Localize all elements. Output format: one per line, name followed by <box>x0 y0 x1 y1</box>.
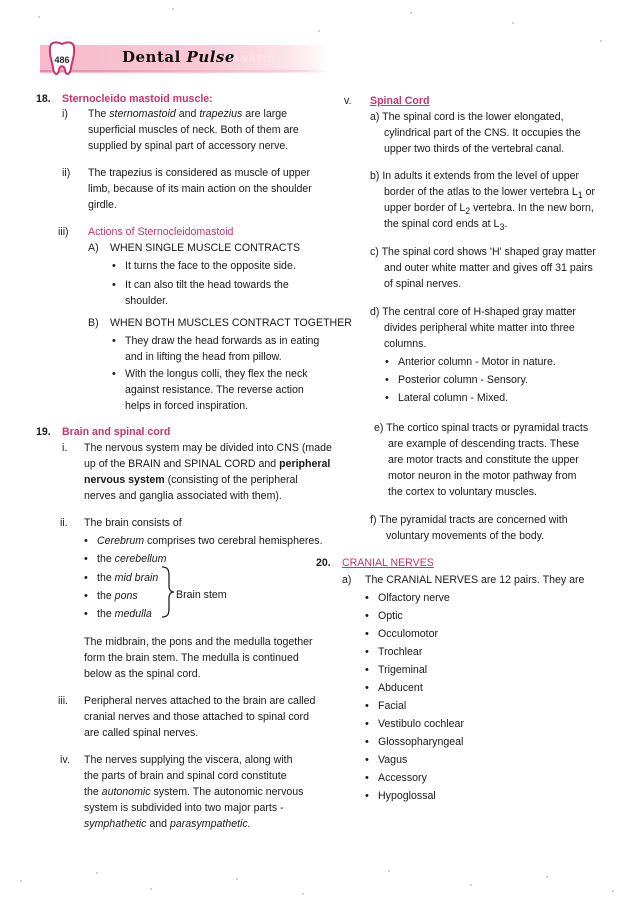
spinal-d-line1: d) The central core of H-shaped gray matter <box>370 306 576 318</box>
term-cerebellum: cerebellum <box>114 553 167 565</box>
nerve-list-item: • Olfactory nerve <box>378 590 450 606</box>
item-19-iv-label: iv. <box>60 754 70 766</box>
text: border of the atlas to the lower vertebra L <box>384 186 578 198</box>
text: The <box>88 108 110 120</box>
spinal-b-line1: b) In adults it extends from the level of upper <box>370 170 580 182</box>
column-anterior: • Anterior column - Motor in nature. <box>398 354 556 370</box>
item-18-i-line1 <box>88 106 310 122</box>
text: and <box>175 108 200 120</box>
term-pons: pons <box>114 590 138 602</box>
text: upper border of L <box>384 202 466 214</box>
sub-B-title: WHEN BOTH MUSCLES CONTRACT TOGETHER <box>110 317 352 329</box>
spinal-f-line1: f) The pyramidal tracts are concerned with <box>370 514 568 526</box>
item-19-iv-line1: The nerves supplying the viscera, along with <box>84 754 293 766</box>
brand-main: Dental <box>122 48 181 66</box>
item-18-i-line2: superficial muscles of neck. Both of them are <box>88 124 299 136</box>
sub-B-bullet1-cont: and in lifting the head from pillow. <box>125 351 282 363</box>
spinal-f-line2: voluntary movements of the body. <box>386 530 545 542</box>
text: . <box>504 218 508 230</box>
item-19-iii-line1: Peripheral nerves attached to the brain are called <box>84 695 316 707</box>
nerve-list-item: • Facial <box>378 698 406 714</box>
subscript: 1 <box>577 190 583 201</box>
cranial-a-text: The CRANIAL NERVES are 12 pairs. They are <box>365 574 585 586</box>
brain-part-midbrain <box>97 570 158 586</box>
term-symphathetic: symphathetic <box>84 818 147 830</box>
nerve-list-item: • Vestibulo cochlear <box>378 716 464 732</box>
text: and <box>146 818 170 830</box>
term-autonomic: autonomic <box>101 786 151 798</box>
term-trapezius: trapezius <box>199 108 243 120</box>
item-18-ii-line2: limb, because of its main action on the shoulder <box>88 183 312 195</box>
sub-B-bullet2: • With the longus colli, they flex the neck <box>125 366 308 382</box>
item-19-iii-line3: are called spinal nerves. <box>84 727 199 739</box>
text: up of the BRAIN and SPINAL CORD and <box>84 458 280 470</box>
item-19-iv-line2: the parts of brain and spinal cord constitute <box>84 770 287 782</box>
item-19-iii-label: iii. <box>58 695 69 707</box>
sub-B-bullet1: • They draw the head forwards as in eating <box>125 333 319 349</box>
nerve-list-item: • Occulomotor <box>378 626 438 642</box>
spinal-c-line3: of spinal nerves. <box>384 278 462 290</box>
brace-icon <box>160 566 176 618</box>
term-sternomastoid: sternomastoid <box>109 108 176 120</box>
subscript: 3 <box>499 222 505 233</box>
text: the <box>97 608 115 620</box>
brain-part-pons <box>97 588 138 604</box>
spinal-d-line3: columns. <box>384 338 427 350</box>
spinal-b-line4 <box>384 216 507 235</box>
sub-A-bullet1: • It turns the face to the opposite side. <box>125 258 296 274</box>
brain-part-cerebellum <box>97 551 167 567</box>
text: are large <box>242 108 288 120</box>
sub-A-bullet2: • It can also tilt the head towards the <box>125 277 289 293</box>
section-20-number: 20. <box>316 557 331 569</box>
item-v-label: v. <box>344 95 352 107</box>
brand-title <box>122 49 235 65</box>
nerve-list-item: • Trigeminal <box>378 662 427 678</box>
nerve-list-item: • Trochlear <box>378 644 422 660</box>
spinal-a-line3: upper two thirds of the vertebral canal. <box>384 143 565 155</box>
text: the <box>97 553 115 565</box>
text: the spinal cord ends at L <box>384 218 500 230</box>
item-18-i-line3: supplied by spinal part of accessory nerve. <box>88 140 289 152</box>
subscript: 2 <box>465 206 471 217</box>
spinal-c-line2: and outer white matter and gives off 31 pairs <box>384 262 593 274</box>
item-19-i-line4: nerves and ganglia associated with them). <box>84 490 282 502</box>
item-19-i-line3 <box>84 472 298 488</box>
spinal-e-line2: are example of descending tracts. These <box>388 438 580 450</box>
sub-A-bullet2-cont: shoulder. <box>125 295 168 307</box>
section-18-title: Sternocleido mastoid muscle: <box>62 93 213 105</box>
brand-ghost-text: ANATOMY <box>232 54 289 65</box>
brain-stem-label: Brain stem <box>176 589 227 601</box>
text: the <box>97 572 115 584</box>
column-lateral: • Lateral column - Mixed. <box>398 390 508 406</box>
term-mid-brain: mid brain <box>114 572 159 584</box>
spinal-c-line1: c) The spinal cord shows 'H' shaped gray matter <box>370 246 596 258</box>
text: comprises two cerebral hemispheres. <box>144 535 323 547</box>
sub-B-bullet2-cont2: helps in forced inspiration. <box>125 400 249 412</box>
brain-part-medulla <box>97 606 152 622</box>
item-19-ii-label: ii. <box>60 517 68 529</box>
item-18-ii-line1: The trapezius is considered as muscle of upper <box>88 167 310 179</box>
sub-B-label: B) <box>88 317 99 329</box>
term-cerebrum: Cerebrum <box>97 535 145 547</box>
sub-A-title: WHEN SINGLE MUSCLE CONTRACTS <box>110 242 301 254</box>
nerve-list-item: • Hypoglossal <box>378 788 436 804</box>
spinal-e-line4: motor neuron in the motor pathway from <box>388 470 577 482</box>
brand-italic: Pulse <box>186 48 235 66</box>
item-19-ii-para-line1: The midbrain, the pons and the medulla together <box>84 636 313 648</box>
text: the <box>97 590 115 602</box>
item-18-ii-line3: girdle. <box>88 199 117 211</box>
item-19-ii-para-line2: form the brain stem. The medulla is continued <box>84 652 299 664</box>
term-nervous-system: nervous system <box>84 474 165 486</box>
term-parasympathetic: parasympathetic. <box>169 818 251 830</box>
item-19-iv-line3 <box>84 784 303 800</box>
nerve-list-item: • Optic <box>378 608 403 624</box>
section-19-title: Brain and spinal cord <box>62 426 171 438</box>
section-18-number: 18. <box>36 93 51 105</box>
item-19-iv-line4: system is subdivided into two major parts - <box>84 802 284 814</box>
spinal-e-line1: e) The cortico spinal tracts or pyramidal tracts <box>374 422 589 434</box>
text: (consisting of the peripheral <box>164 474 298 486</box>
sub-A-label: A) <box>88 242 99 254</box>
item-18-iii-label: iii) <box>58 226 69 238</box>
term-medulla: medulla <box>114 608 152 620</box>
nerve-list-item: • Glossopharyngeal <box>378 734 463 750</box>
item-18-ii-label: ii) <box>62 167 71 179</box>
item-18-i-label: i) <box>62 108 68 120</box>
spinal-d-line2: divides peripheral white matter into three <box>384 322 575 334</box>
spinal-a-line1: a) The spinal cord is the lower elongated, <box>370 111 564 123</box>
column-posterior: • Posterior column - Sensory. <box>398 372 528 388</box>
sub-B-bullet2-cont1: against resistance. The reverse action <box>125 384 304 396</box>
item-19-i-line1: The nervous system may be divided into CNS (made <box>84 442 332 454</box>
term-peripheral: peripheral <box>279 458 331 470</box>
spinal-e-line5: the cortex to voluntary muscles. <box>388 486 537 498</box>
brain-part-cerebrum <box>97 533 323 549</box>
nerve-list-item: • Vagus <box>378 752 407 768</box>
item-18-iii-title: Actions of Sternocleidomastoid <box>88 226 234 238</box>
spinal-e-line3: are motor tracts and constitute the upper <box>388 454 579 466</box>
item-19-i-label: i. <box>62 442 68 454</box>
nerve-list-item: • Accessory <box>378 770 427 786</box>
text: the <box>84 786 102 798</box>
header-band-rule <box>40 70 330 72</box>
section-20-title: CRANIAL NERVES <box>342 557 434 569</box>
text: or <box>582 186 596 198</box>
item-19-ii-intro: The brain consists of <box>84 517 182 529</box>
item-19-iv-line5 <box>84 816 251 832</box>
spinal-a-line2: cylindrical part of the CNS. It occupies the <box>384 127 581 139</box>
item-19-iii-line2: cranial nerves and those attached to spinal cord <box>84 711 309 723</box>
header-band <box>0 45 638 73</box>
section-19-number: 19. <box>36 426 51 438</box>
spinal-cord-title: Spinal Cord <box>370 95 430 107</box>
item-19-i-line2 <box>84 456 330 472</box>
text: vertebra. In the new born, <box>470 202 594 214</box>
nerve-list-item: • Abducent <box>378 680 423 696</box>
cranial-a-label: a) <box>342 574 352 586</box>
item-19-ii-para-line3: below as the spinal cord. <box>84 668 201 680</box>
text: system. The autonomic nervous <box>150 786 304 798</box>
page-number: 486 <box>54 55 70 65</box>
